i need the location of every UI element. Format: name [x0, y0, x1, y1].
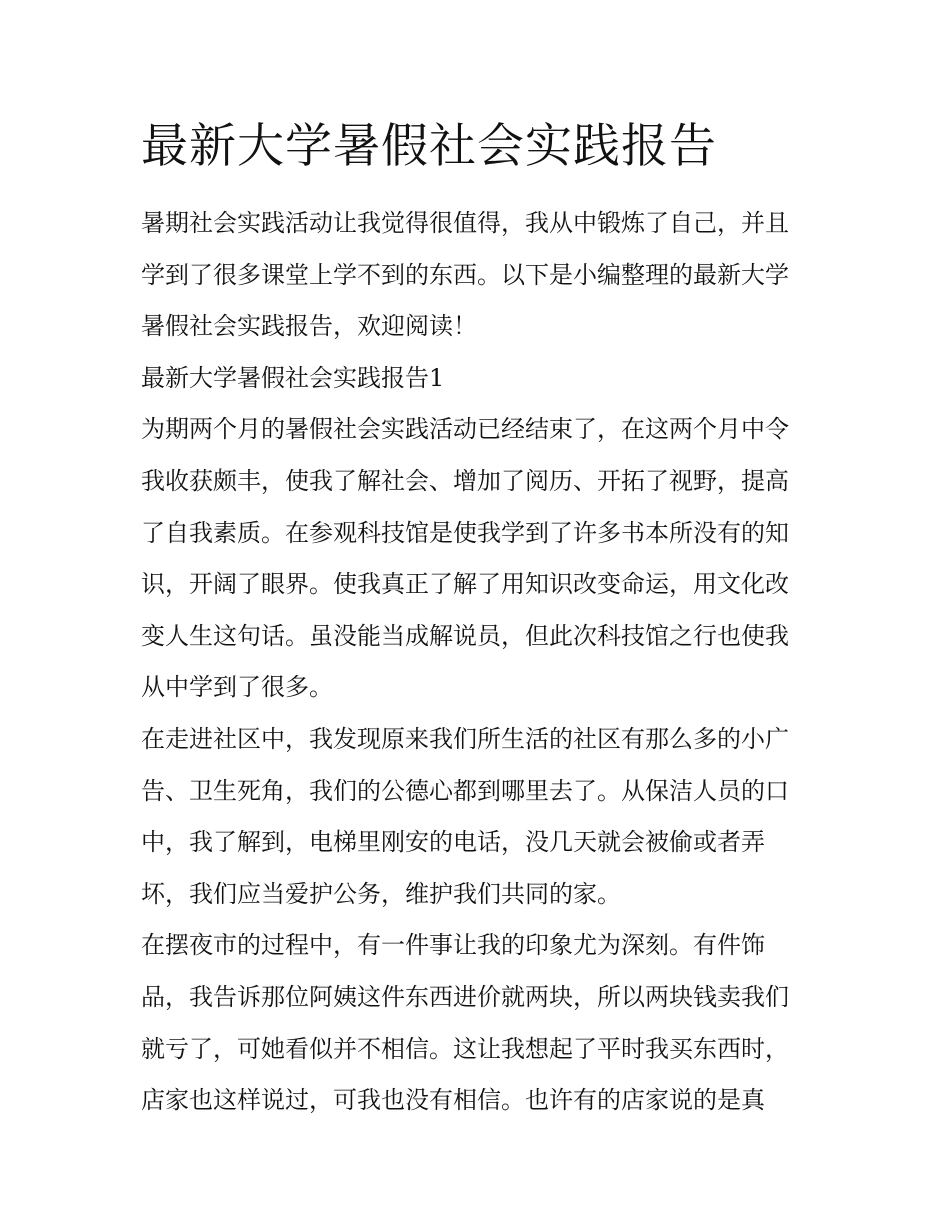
text-line: 识，开阔了眼界。使我真正了解了用知识改变命运，用文化改: [141, 570, 789, 599]
text-line: 中，我了解到，电梯里刚安的电话，没几天就会被偷或者弄: [141, 828, 765, 857]
text-line: 了自我素质。在参观科技馆是使我学到了许多书本所没有的知: [141, 518, 789, 547]
text-line: 就亏了，可她看似并不相信。这让我想起了平时我买东西时，: [141, 1034, 789, 1063]
text-line: 我收获颇丰，使我了解社会、增加了阅历、开拓了视野，提高: [141, 466, 789, 495]
text-line: 在摆夜市的过程中，有一件事让我的印象尤为深刻。有件饰: [141, 931, 765, 960]
text-line: 在走进社区中，我发现原来我们所生活的社区有那么多的小广: [141, 724, 789, 753]
section-heading-text: 最新大学暑假社会实践报告1: [141, 363, 445, 392]
document-body: [141, 198, 813, 1127]
text-line: 变人生这句话。虽没能当成解说员，但此次科技馆之行也使我: [141, 621, 789, 650]
text-line: 告、卫生死角，我们的公德心都到哪里去了。从保洁人员的口: [141, 776, 789, 805]
text-line: 暑假社会实践报告，欢迎阅读！: [141, 312, 477, 341]
document-title: 最新大学暑假社会实践报告: [141, 119, 717, 174]
text-line: 暑期社会实践活动让我觉得很值得，我从中锻炼了自己，并且: [141, 209, 789, 237]
text-line: 学到了很多课堂上学不到的东西。以下是小编整理的最新大学: [141, 260, 789, 289]
text-line: 为期两个月的暑假社会实践活动已经结束了，在这两个月中令: [141, 415, 789, 444]
section-heading: [141, 353, 813, 405]
paragraph-community: [141, 714, 813, 920]
text-line: 从中学到了很多。: [141, 673, 333, 702]
text-line: 品，我告诉那位阿姨这件东西进价就两块，所以两块钱卖我们: [141, 982, 789, 1011]
text-line: 坏，我们应当爱护公务，维护我们共同的家。: [141, 879, 621, 908]
text-line: 店家也这样说过，可我也没有相信。也许有的店家说的是真: [141, 1086, 765, 1115]
paragraph-night-market: [141, 920, 813, 1126]
paragraph-science-museum: [141, 404, 813, 714]
paragraph-intro: [141, 198, 813, 353]
